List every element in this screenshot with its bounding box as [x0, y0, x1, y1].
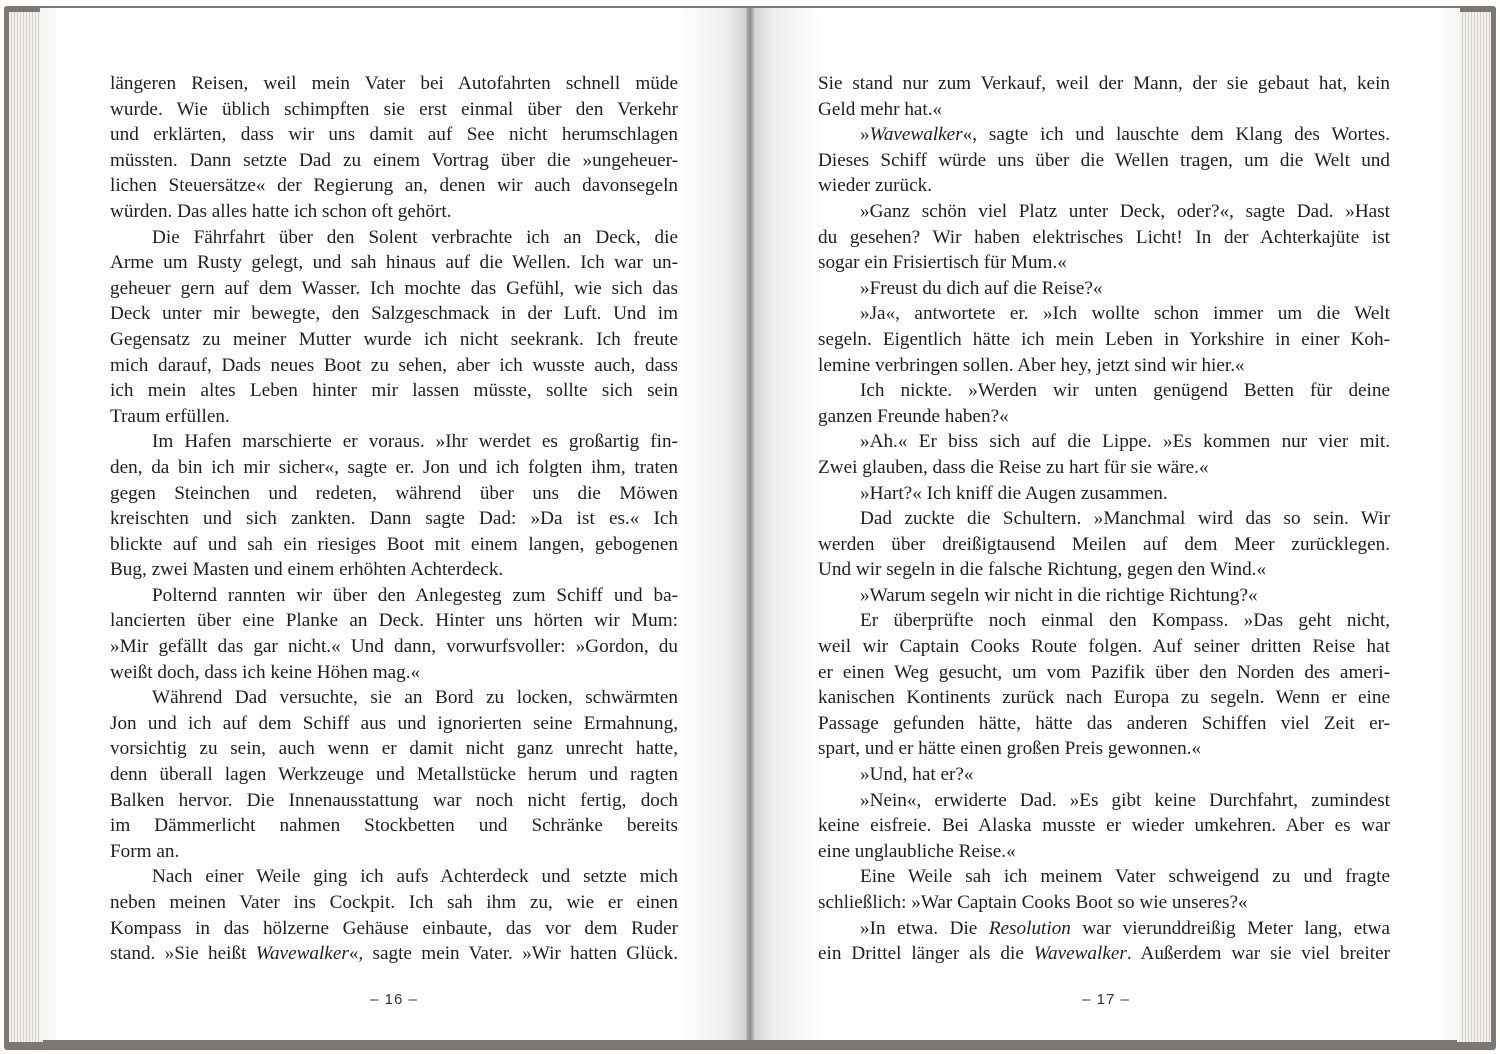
- text-line: Kompass in das hölzerne Gehäuse einbaute, das vor dem Ruder: [110, 917, 678, 939]
- book-gutter: [746, 8, 754, 1040]
- text-line: »Nein«, erwiderte Dad. »Es gibt keine Durchfahrt, zumindest: [860, 789, 1390, 811]
- text-line: gegen Steinchen und redeten, während über uns die Möwen: [110, 482, 678, 504]
- text-line: »Ah.« Er biss sich auf die Lippe. »Es kommen nur vier mit.: [860, 431, 1390, 453]
- text-line: Und wir segeln in die falsche Richtung, gegen den Wind.«: [818, 559, 1267, 581]
- text-line: »Freust du dich auf die Reise?«: [860, 277, 1103, 299]
- text-line: er einen Weg gesucht, um vom Pazifik über den Norden des ameri-: [818, 661, 1390, 683]
- text-line: weil wir Captain Cooks Route folgen. Auf seiner dritten Reise hat: [818, 636, 1390, 658]
- text-line: lemine verbringen sollen. Aber hey, jetzt sind wir hier.«: [818, 354, 1245, 376]
- text-line: »Hart?« Ich kniff die Augen zusammen.: [860, 482, 1168, 504]
- text-line: werden über dreißigtausend Meilen auf dem Meer zurücklegen.: [818, 533, 1390, 555]
- text-line: Ich nickte. »Werden wir unten genügend Betten für deine: [860, 380, 1390, 402]
- text-line: Deck unter mir bewegte, den Salzgeschmack in der Luft. Und im: [110, 303, 678, 325]
- text-line: kanischen Kontinents zurück nach Europa zu segeln. Wenn er eine: [818, 687, 1390, 709]
- text-line: würden. Das alles hatte ich schon oft gehört.: [110, 200, 452, 222]
- text-line: blickte auf und sah ein riesiges Boot mit einem langen, gebogenen: [110, 533, 678, 555]
- text-line: keine eisfreie. Bei Alaska musste er wieder umkehren. Aber es war: [818, 815, 1390, 837]
- text-line: segeln. Eigentlich hätte ich mein Leben in Yorkshire in einer Koh-: [818, 328, 1390, 350]
- text-line: Sie stand nur zum Verkauf, weil der Mann, der sie gebaut hat, kein: [818, 73, 1390, 94]
- text-line: Polternd rannten wir über den Anlegesteg zum Schiff und ba-: [152, 584, 678, 606]
- text-line: geheuer gern auf dem Wasser. Ich mochte das Gefühl, wie sich das: [110, 277, 678, 299]
- text-line: Zwei glauben, dass die Reise zu hart für sie wäre.«: [818, 456, 1209, 478]
- text-line: spart, und er hätte einen großen Preis gewonnen.«: [818, 738, 1202, 760]
- text-line: Bug, zwei Masten und einem erhöhten Achterdeck.: [110, 559, 504, 581]
- text-line: »Mir gefällt das gar nicht.« Und dann, vorwurfsvoller: »Gordon, du: [110, 636, 678, 658]
- text-line: Passage gefunden hätte, hätte das anderen Schiffen viel Zeit er-: [818, 712, 1390, 734]
- text-line: Geld mehr hat.«: [818, 98, 943, 120]
- text-line: wieder zurück.: [818, 175, 933, 197]
- text-line: stand. »Sie heißt Wavewalker«, sagte mein Vater. »Wir hatten Glück.: [110, 943, 678, 965]
- text-line: »Ja«, antwortete er. »Ich wollte schon immer um die Welt: [860, 303, 1390, 325]
- text-line: Balken hervor. Die Innenausstattung war noch nicht fertig, doch: [110, 789, 678, 811]
- text-line: Nach einer Weile ging ich aufs Achterdeck und setzte mich: [152, 866, 678, 888]
- text-line: wurde. Wie üblich schimpften sie erst einmal über den Verkehr: [110, 98, 678, 120]
- text-line: »Warum segeln wir nicht in die richtige Richtung?«: [860, 584, 1258, 606]
- text-line: Form an.: [110, 840, 180, 862]
- right-page-text: [818, 71, 1390, 967]
- text-line: kreischten und sich zankten. Dann sagte Dad: »Da ist es.« Ich: [110, 508, 678, 530]
- text-line: ich mein altes Leben hinter mir lassen müsste, sollte sich sein: [110, 380, 678, 402]
- text-line: und erklärten, dass wir uns damit auf See nicht herumschlagen: [110, 124, 678, 146]
- text-line: den, da bin ich mir sicher«, sagte er. Jon und ich folgten ihm, traten: [110, 456, 678, 478]
- text-line: Die Fährfahrt über den Solent verbrachte ich an Deck, die: [152, 226, 678, 248]
- text-line: »Wavewalker«, sagte ich und lauschte dem Klang des Wortes.: [860, 124, 1390, 146]
- text-line: im Dämmerlicht nahmen Stockbetten und Schränke bereits: [110, 815, 678, 837]
- page-edges-right: [1457, 12, 1491, 1042]
- text-line: müssten. Dann setzte Dad zu einem Vortrag über die »ungeheuer-: [110, 149, 678, 171]
- text-line: Arme um Rusty gelegt, und sah hinaus auf die Wellen. Ich war un-: [110, 252, 678, 274]
- text-line: »In etwa. Die Resolution war vierunddreißig Meter lang, etwa: [860, 917, 1390, 939]
- text-line: Eine Weile sah ich meinem Vater schweigend zu und fragte: [860, 866, 1390, 888]
- text-line: »Ganz schön viel Platz unter Deck, oder?«, sagte Dad. »Hast: [860, 200, 1390, 222]
- text-line: denn überall lagen Werkzeuge und Metallstücke herum und ragten: [110, 764, 678, 786]
- text-line: sogar ein Frisiertisch für Mum.«: [818, 252, 1067, 274]
- page-edges-left: [9, 12, 43, 1042]
- text-line: Während Dad versuchte, sie an Bord zu locken, schwärmten: [152, 687, 678, 709]
- text-line: Im Hafen marschierte er voraus. »Ihr werdet es großartig fin-: [152, 431, 678, 453]
- left-page: [40, 8, 748, 1040]
- text-line: du gesehen? Wir haben elektrisches Licht! In der Achterkajüte ist: [818, 226, 1390, 248]
- text-line: Traum erfüllen.: [110, 405, 230, 427]
- text-line: Dad zuckte die Schultern. »Manchmal wird das so sein. Wir: [860, 508, 1390, 530]
- text-line: lichen Steuersätze« der Regierung an, denen wir auch davonsegeln: [110, 175, 678, 197]
- text-line: Jon und ich auf dem Schiff aus und ignorierten seine Ermahnung,: [110, 712, 678, 734]
- text-line: Dieses Schiff würde uns über die Wellen tragen, um die Welt und: [818, 149, 1390, 171]
- text-line: eine unglaubliche Reise.«: [818, 840, 1016, 862]
- text-line: neben meinen Vater ins Cockpit. Ich sah ihm zu, wie er einen: [110, 892, 678, 913]
- text-line: schließlich: »War Captain Cooks Boot so wie unseres?«: [818, 892, 1248, 913]
- right-page-number: – 17 –: [1082, 991, 1130, 1008]
- text-line: ganzen Freunde haben?«: [818, 405, 1009, 427]
- left-page-number: – 16 –: [370, 991, 418, 1008]
- right-page: [752, 8, 1460, 1040]
- text-line: »Und, hat er?«: [860, 764, 974, 786]
- text-line: vorsichtig zu sein, auch wenn er damit nicht ganz unrecht hatte,: [110, 738, 678, 760]
- text-line: mich darauf, Dads neues Boot zu sehen, aber ich wusste auch, dass: [110, 354, 678, 376]
- text-line: ein Drittel länger als die Wavewalker. Außerdem war sie viel breiter: [818, 943, 1390, 965]
- text-line: Gegensatz zu meiner Mutter wurde ich nicht seekrank. Ich freute: [110, 328, 678, 350]
- text-line: Er überprüfte noch einmal den Kompass. »Das geht nicht,: [860, 610, 1390, 632]
- left-page-text: [110, 71, 678, 967]
- text-line: lancierten über eine Planke an Deck. Hinter uns hörten wir Mum:: [110, 610, 678, 632]
- text-line: längeren Reisen, weil mein Vater bei Autofahrten schnell müde: [110, 73, 678, 94]
- text-line: weißt doch, dass ich keine Höhen mag.«: [110, 661, 421, 683]
